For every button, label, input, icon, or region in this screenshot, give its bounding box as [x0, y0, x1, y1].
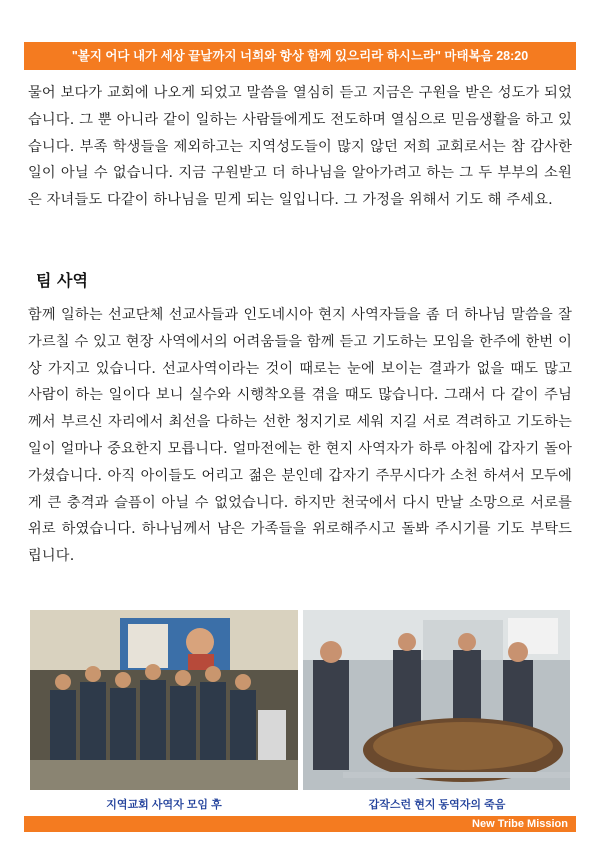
memorial-photo	[303, 610, 570, 790]
group-photo-drawing	[30, 610, 298, 790]
group-photo-caption: 지역교회 사역자 모임 후	[106, 799, 222, 811]
section-paragraph: 함께 일하는 선교단체 선교사들과 인도네시아 현지 사역자들을 좀 더 하나님 말씀을 잘 가르칠 수 있고 현장 사역에서의 어려움들을 함께 듣고 기도하는 모임을 한주에 한번 이상 가지고 있습니다. 선교사역이라는 것이 때로는 눈에 보이는 결과가 없을 때도 많고 사람이 하는 일이다 보니 실수와 시행착오를 겪을 때도 많습니다. 그래서 다 같이 주님께서 부르신 자리에서 최선을 다하는 선한 청지기로 세워 지길 서로 격려하고 기도하는 일이 얼마나 중요한지 모릅니다. 얼마전에는 한 현지 사역자가 하루 아침에 갑자기 돌아가셨습니다. 아직 아이들도 어리고 젊은 분인데 갑자기 주무시다가 소천 하셔서 모두에게 큰 충격과 슬픔이 아닐 수 없었습니다. 하지만 천국에서 다시 만날 소망으로 서로를 위로 하였습니다. 하나님께서 남은 가족들을 위로해주시고 돌봐 주시기를 기도 부탁드립니다.	[28, 307, 572, 565]
footer-bar	[24, 816, 576, 832]
memorial-photo-caption: 갑작스런 현지 동역자의 죽음	[368, 799, 506, 811]
footer-org-name: New Tribe Mission	[472, 818, 568, 830]
header-quote-bar	[24, 42, 576, 70]
memorial-photo-drawing	[303, 610, 570, 790]
section-title: 팀 사역	[36, 271, 88, 290]
group-photo	[30, 610, 298, 790]
intro-paragraph: 물어 보다가 교회에 나오게 되었고 말씀을 열심히 듣고 지금은 구원을 받은 성도가 되었습니다. 그 뿐 아니라 같이 일하는 사람들에게도 전도하며 열심으로 믿음생활을 하고 있습니다. 부족 학생들을 제외하고는 지역성도들이 많지 않던 저희 교회로서는 참 감사한 일이 아닐 수 없습니다. 지금 구원받고 더 하나님을 알아가려고 하는 그 두 부부의 소원은 자녀들도 다같이 하나님을 믿게 되는 일입니다. 그 가정을 위해서 기도 해 주세요.	[28, 85, 572, 209]
header-quote: "볼지 어다 내가 세상 끝날까지 너희와 항상 함께 있으리라 하시느라" 마태복음 28:20	[71, 49, 529, 63]
